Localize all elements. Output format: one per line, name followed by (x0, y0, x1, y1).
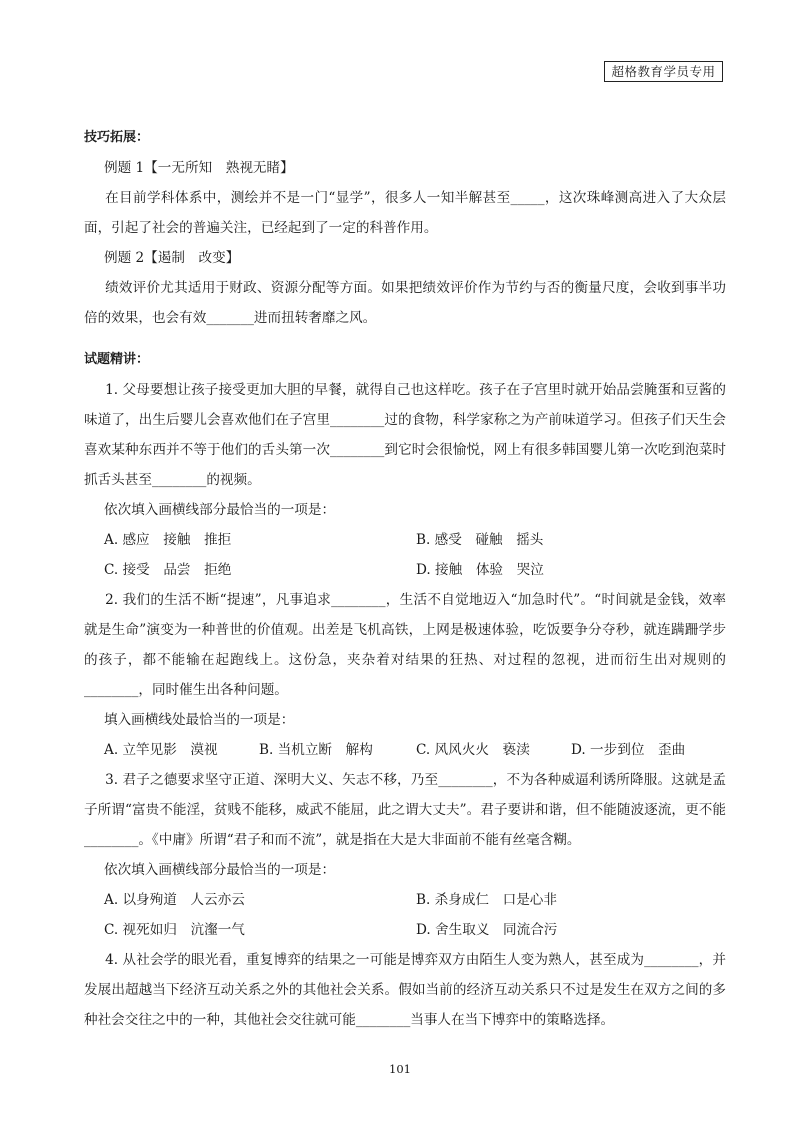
option-d: D. 接触 体验 哭泣 (416, 562, 544, 578)
question-3-prompt: 依次填入画横线部分最恰当的一项是： (104, 862, 336, 878)
option-c: C. 视死如归 沆瀣一气 (104, 922, 245, 938)
option-c: C. 接受 品尝 拒绝 (104, 562, 232, 578)
option-b: B. 当机立断 解构 (259, 742, 373, 758)
question-1-options (84, 525, 726, 585)
example-1-title: 例题 1【一无所知 熟视无睹】 (104, 160, 294, 176)
example-2-title: 例题 2【遏制 改变】 (104, 250, 240, 266)
option-a: A. 感应 接触 推拒 (104, 532, 232, 548)
watermark-stamp: 超格教育学员专用 (604, 61, 723, 82)
page-content (84, 128, 726, 1035)
option-d: D. 舍生取义 同流合污 (416, 922, 558, 938)
example-1-text: 在目前学科体系中，测绘并不是一门“显学”，很多人一知半解甚至_____，这次珠峰测高进入了大众层面，引起了社会的普遍关注，已经起到了一定的科普作用。 (84, 190, 726, 236)
question-2-options (84, 735, 726, 765)
page-number: 101 (389, 1062, 411, 1076)
question-4-text: 4. 从社会学的眼光看，重复博弈的结果之一可能是博弈双方由陌生人变为熟人，甚至成为________，并发展出超越当下经济互动关系之外的其他社会关系。假如当前的经济互动关系只不过是发生在双方之间的多种社会交往之中的一种，其他社会交往就可能________当事人在当下博弈中的策略选择。 (84, 952, 726, 1028)
question-3-options (84, 885, 726, 945)
section-heading-practice: 试题精讲： (84, 352, 150, 367)
question-1-text: 1. 父母要想让孩子接受更加大胆的早餐，就得自己也这样吃。孩子在子宫里时就开始品尝腌蛋和豆酱的味道了，出生后婴儿会喜欢他们在子宫里________过的食物，科学家称之为产前味道学习。但孩子们天生会喜欢某种东西并不等于他们的舌头第一次________到它时会很愉悦，网上有很多韩国婴儿第一次吃到泡菜时抓舌头甚至________的视频。 (84, 382, 726, 488)
question-2-text: 2. 我们的生活不断“提速”，凡事追求________，生活不自觉地迈入“加急时代”。“时间就是金钱，效率就是生命”演变为一种普世的价值观。出差是飞机高铁，上网是极速体验，吃饭要争分夺秒，就连蹒跚学步的孩子，都不能输在起跑线上。这份急，夹杂着对结果的狂热、对过程的忽视，进而衍生出对规则的________，同时催生出各种问题。 (84, 592, 726, 698)
option-a: A. 以身殉道 人云亦云 (104, 892, 245, 908)
question-3-text: 3. 君子之德要求坚守正道、深明大义、矢志不移，乃至________，不为各种威逼利诱所降服。这就是孟子所谓“富贵不能淫，贫贱不能移，威武不能屈，此之谓大丈夫”。君子要讲和谐，但不能随波逐流，更不能________。《中庸》所谓“君子和而不流”，就是指在大是大非面前不能有丝毫含糊。 (84, 772, 726, 848)
option-b: B. 感受 碰触 摇头 (416, 532, 544, 548)
question-2-prompt: 填入画横线处最恰当的一项是： (104, 712, 295, 728)
section-heading-skills: 技巧拓展： (84, 130, 150, 145)
question-1-prompt: 依次填入画横线部分最恰当的一项是： (104, 502, 336, 518)
option-b: B. 杀身成仁 口是心非 (416, 892, 557, 908)
example-2-text: 绩效评价尤其适用于财政、资源分配等方面。如果把绩效评价作为节约与否的衡量尺度，会收到事半功倍的效果，也会有效_______进而扭转奢靡之风。 (84, 280, 726, 326)
option-d: D. 一步到位 歪曲 (571, 742, 686, 758)
option-c: C. 风风火火 亵渎 (416, 742, 530, 758)
option-a: A. 立竿见影 漠视 (104, 742, 218, 758)
